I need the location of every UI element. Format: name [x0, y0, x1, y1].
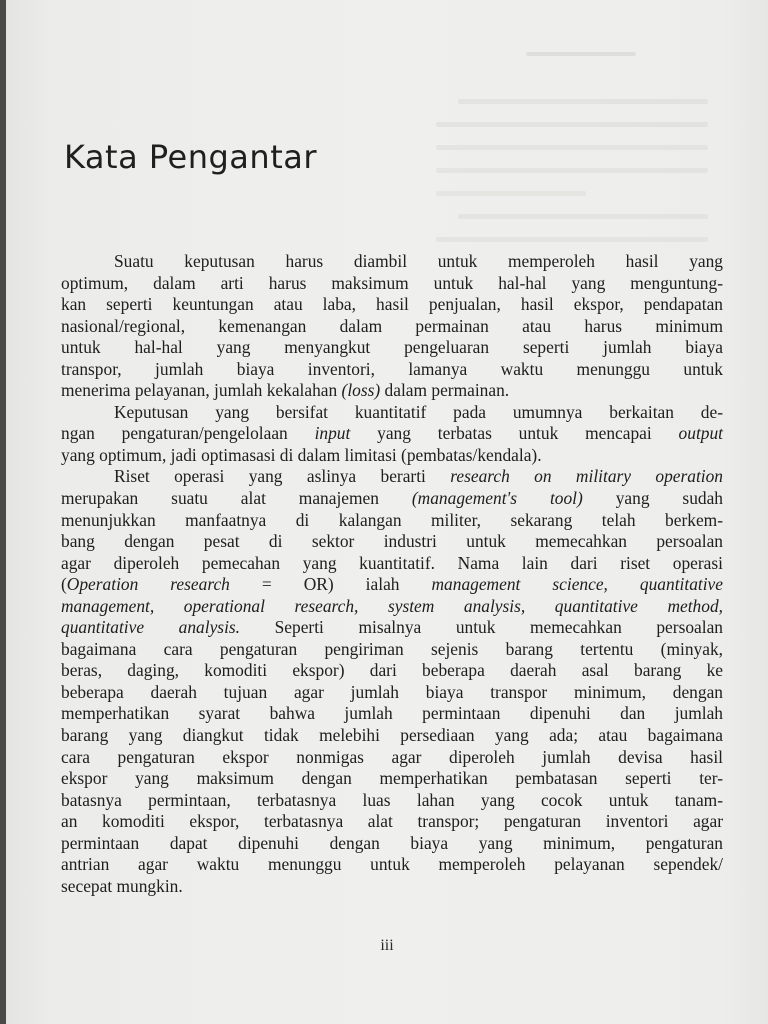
text-run: bang dengan pesat di sektor industri untuk memecahkan persoalan: [61, 531, 723, 552]
text-line: [61, 639, 723, 661]
text-run: an komoditi ekspor, terbatasnya alat transpor; pengaturan inventori agar: [61, 811, 723, 832]
text-run: barang yang diangkut tidak melebihi persediaan yang ada; atau bagaimana: [61, 725, 723, 746]
text-run: untuk hal-hal yang menyangkut pengeluaran seperti jumlah biaya: [61, 337, 723, 358]
text-run: memperhatikan syarat bahwa jumlah permintaan dipenuhi dan jumlah: [61, 703, 723, 724]
text-line: [61, 359, 723, 381]
italic-text: quantitative analysis.: [61, 617, 241, 638]
text-line: [61, 273, 723, 295]
text-run: yang sudah: [582, 488, 724, 509]
italic-text: management science, quantitative: [431, 574, 723, 595]
text-line: [61, 510, 723, 532]
text-line: [61, 682, 723, 704]
text-line: [61, 531, 723, 553]
text-run: yang terbatas untuk mencapai: [350, 423, 679, 444]
italic-text: output: [678, 423, 723, 444]
book-page: [6, 0, 768, 1024]
text-run: merupakan suatu alat manajemen: [61, 488, 412, 509]
text-run: ngan pengaturan/pengelolaan: [61, 423, 315, 444]
text-line: [61, 294, 723, 316]
text-run: cara pengaturan ekspor nonmigas agar diperoleh jumlah devisa hasil: [61, 746, 723, 767]
text-line: [61, 790, 723, 812]
text-line: [61, 337, 723, 359]
text-line: [61, 876, 723, 898]
italic-text: (loss): [341, 380, 381, 401]
text-line: [61, 380, 723, 402]
italic-text: Operation research: [66, 574, 230, 595]
text-run: agar diperoleh pemecahan yang kuantitatif. Nama lain dari riset operasi: [61, 552, 723, 573]
text-run: antrian agar waktu menunggu untuk memperoleh pelayanan sependek/: [61, 854, 723, 875]
italic-text: input: [314, 423, 351, 444]
text-line: [61, 596, 723, 618]
page-number: iii: [380, 937, 394, 954]
text-line: [61, 747, 723, 769]
text-line: [61, 466, 723, 488]
text-run: menunjukkan manfaatnya di kalangan militer, sekarang telah berkem-: [61, 509, 723, 530]
text-run: kan seperti keuntungan atau laba, hasil penjualan, hasil ekspor, pendapatan: [61, 294, 723, 315]
text-line: [61, 402, 723, 424]
text-run: (: [61, 574, 67, 595]
text-line: [61, 660, 723, 682]
text-line: [61, 768, 723, 790]
text-line: [61, 833, 723, 855]
text-line: [61, 423, 723, 445]
italic-text: management, operational research, system analysis, quantitative method,: [61, 595, 723, 616]
text-line: [61, 617, 723, 639]
text-run: beras, daging, komoditi ekspor) dari beberapa daerah asal barang ke: [61, 660, 723, 681]
text-run: nasional/regional, kemenangan dalam permainan atau harus minimum: [61, 315, 723, 336]
text-line: [61, 445, 723, 467]
text-run: bagaimana cara pengaturan pengiriman sejenis barang tertentu (minyak,: [61, 638, 723, 659]
italic-text: (management's tool): [411, 488, 583, 509]
text-run: optimum, dalam arti harus maksimum untuk hal-hal yang menguntung-: [61, 272, 723, 293]
text-run: Seperti misalnya untuk memecahkan persoalan: [240, 617, 723, 638]
body-text: [61, 251, 723, 897]
text-line: [61, 703, 723, 725]
text-run: ekspor yang maksimum dengan memperhatikan pembatasan seperti ter-: [61, 768, 723, 789]
text-line: [61, 574, 723, 596]
text-run: menerima pelayanan, jumlah kekalahan: [61, 380, 342, 401]
text-run: = OR) ialah: [229, 574, 432, 595]
text-run: batasnya permintaan, terbatasnya luas lahan yang cocok untuk tanam-: [61, 789, 723, 810]
text-line: [61, 553, 723, 575]
text-run: Keputusan yang bersifat kuantitatif pada umumnya berkaitan de-: [114, 401, 723, 422]
text-run: Suatu keputusan harus diambil untuk memperoleh hasil yang: [114, 251, 723, 271]
text-run: beberapa daerah tujuan agar jumlah biaya transpor minimum, dengan: [61, 681, 723, 702]
text-run: secepat mungkin.: [61, 875, 183, 896]
text-line: [61, 854, 723, 876]
text-line: [61, 811, 723, 833]
text-run: Riset operasi yang aslinya berarti: [114, 466, 451, 487]
text-line: [61, 488, 723, 510]
text-line: [61, 251, 723, 273]
text-run: transpor, jumlah biaya inventori, lamanya waktu menunggu untuk: [61, 358, 723, 379]
text-line: [61, 316, 723, 338]
italic-text: research on military operation: [450, 466, 723, 487]
text-run: permintaan dapat dipenuhi dengan biaya yang minimum, pengaturan: [61, 832, 723, 853]
text-run: dalam permainan.: [380, 380, 510, 401]
page-title: Kata Pengantar: [64, 138, 317, 176]
text-run: yang optimum, jadi optimasasi di dalam limitasi (pembatas/kendala).: [61, 444, 542, 465]
text-line: [61, 725, 723, 747]
